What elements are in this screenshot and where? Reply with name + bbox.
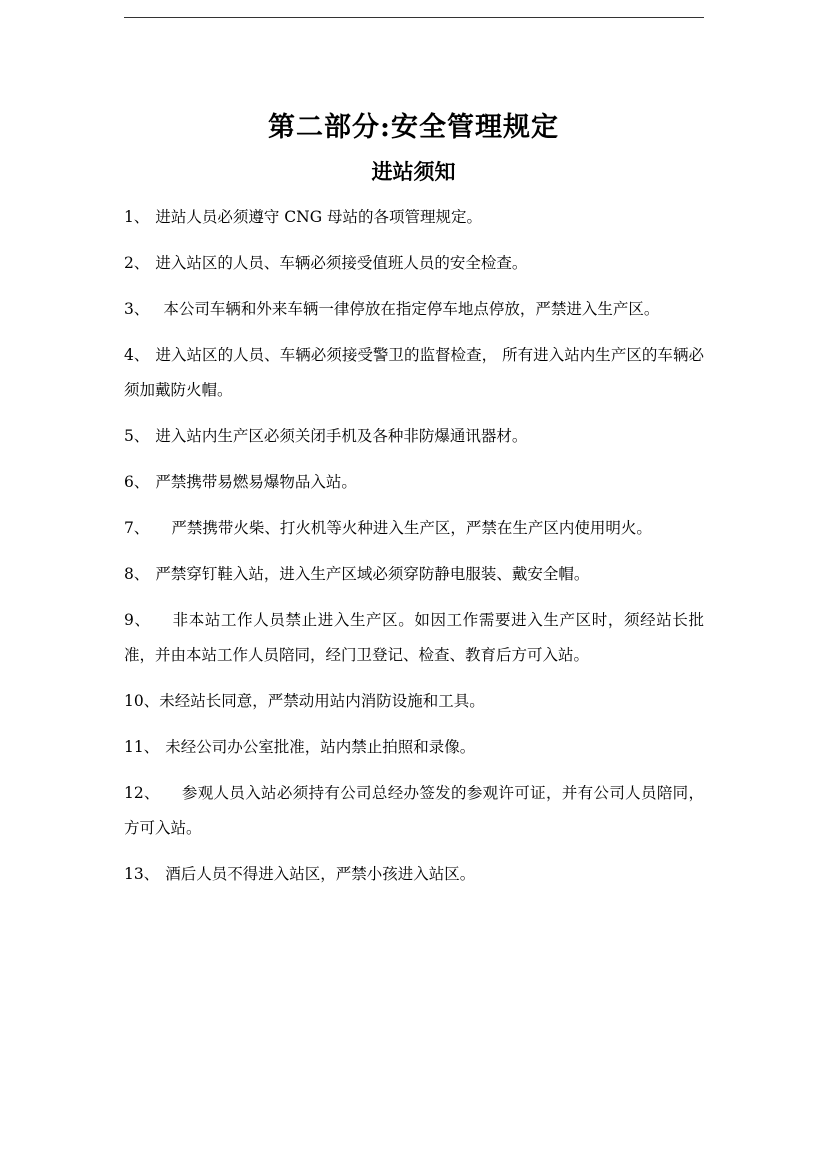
rule-number: 9、 <box>124 611 151 629</box>
rule-number: 8、 <box>124 565 150 583</box>
rule-text: 进入站内生产区必须关闭手机及各种非防爆通讯器材。 <box>155 427 528 445</box>
rule-number: 13、 <box>124 865 160 883</box>
rule-item-10 <box>124 684 704 719</box>
header-rule <box>124 17 704 18</box>
rule-text: 未经公司办公室批准，站内禁止拍照和录像。 <box>165 738 476 756</box>
rule-number: 12、 <box>124 784 160 802</box>
rule-text: 严禁穿钉鞋入站，进入生产区域必须穿防静电服装、戴安全帽。 <box>155 565 590 583</box>
rule-item-13 <box>124 857 704 892</box>
rule-number: 4、 <box>124 346 150 364</box>
rule-text: 未经站长同意，严禁动用站内消防设施和工具。 <box>159 692 485 710</box>
rule-item-5 <box>124 419 704 454</box>
rules-list <box>124 200 704 903</box>
rule-number: 11、 <box>124 738 160 756</box>
rule-item-6 <box>124 465 704 500</box>
rule-item-4 <box>124 338 704 408</box>
rule-number: 1、 <box>124 208 150 226</box>
rule-item-7 <box>124 511 704 546</box>
rule-text: 参观人员入站必须持有公司总经办签发的参观许可证，并有公司人员陪同，方可入站。 <box>124 784 704 837</box>
rule-item-3 <box>124 292 704 327</box>
rule-number: 10、 <box>124 692 160 710</box>
rule-item-1 <box>124 200 704 235</box>
rule-number: 5、 <box>124 427 150 445</box>
rule-text: 进站人员必须遵守 CNG 母站的各项管理规定。 <box>155 208 483 226</box>
rule-number: 3、 <box>124 300 150 318</box>
rule-number: 2、 <box>124 254 150 272</box>
rule-text: 进入站区的人员、车辆必须接受警卫的监督检查， 所有进入站内生产区的车辆必须加戴防火帽。 <box>124 346 704 399</box>
rule-item-11 <box>124 730 704 765</box>
rule-number: 7、 <box>124 519 150 537</box>
document-title: 第二部分:安全管理规定 <box>268 112 559 143</box>
rule-text: 严禁携带火柴、打火机等火种进入生产区，严禁在生产区内使用明火。 <box>171 519 652 537</box>
rule-text: 严禁携带易燃易爆物品入站。 <box>155 473 357 491</box>
rule-text: 酒后人员不得进入站区，严禁小孩进入站区。 <box>165 865 476 883</box>
rule-item-2 <box>124 246 704 281</box>
rule-text: 进入站区的人员、车辆必须接受值班人员的安全检查。 <box>155 254 528 272</box>
rule-item-8 <box>124 557 704 592</box>
rule-number: 6、 <box>124 473 150 491</box>
rule-item-9 <box>124 603 704 673</box>
rule-text: 本公司车辆和外来车辆一律停放在指定停车地点停放，严禁进入生产区。 <box>163 300 660 318</box>
document-subtitle: 进站须知 <box>371 159 456 184</box>
rule-text: 非本站工作人员禁止进入生产区。如因工作需要进入生产区时，须经站长批准，并由本站工作人员陪同，经门卫登记、检查、教育后方可入站。 <box>124 611 704 664</box>
rule-item-12 <box>124 776 704 846</box>
